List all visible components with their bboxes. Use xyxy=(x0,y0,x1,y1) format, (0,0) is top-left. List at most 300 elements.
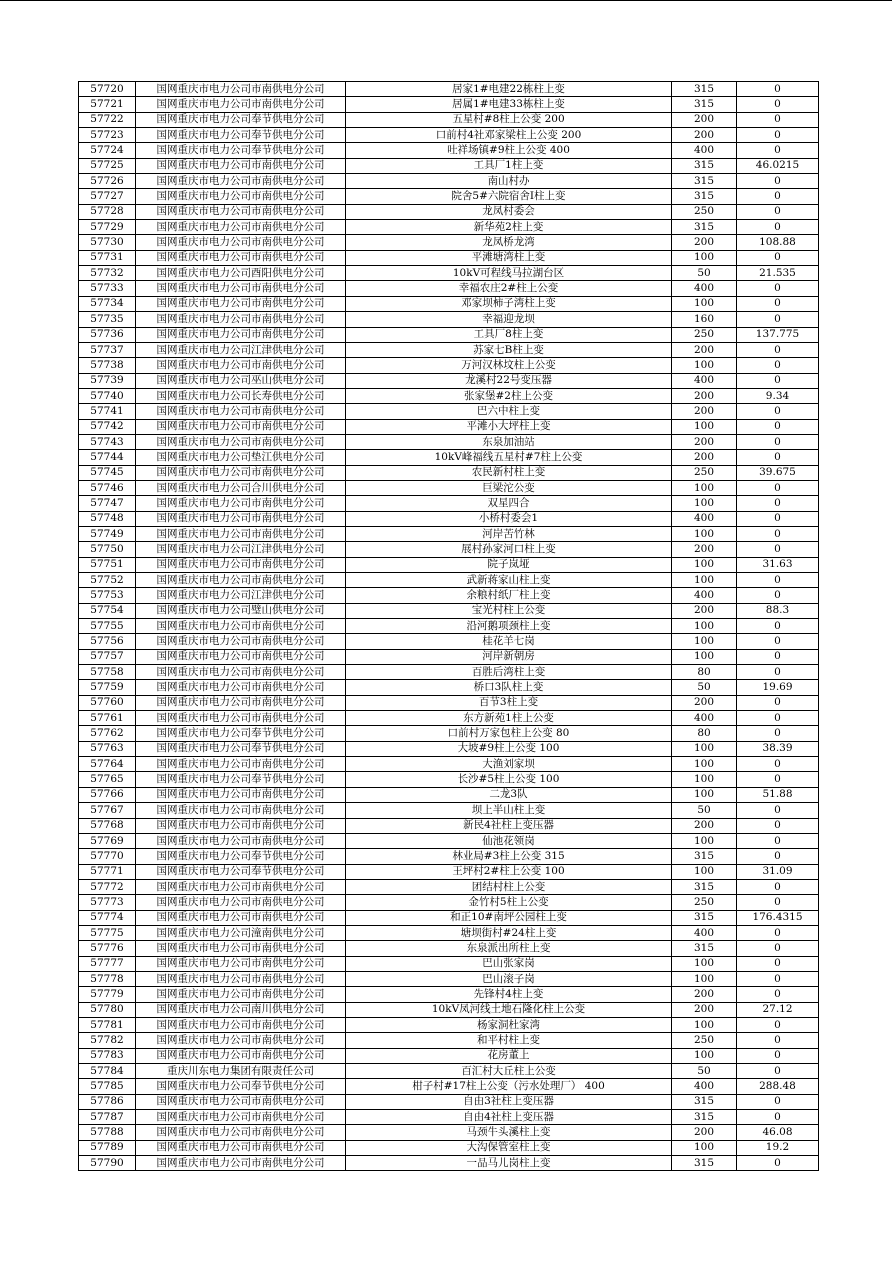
capacity-cell: 400 xyxy=(672,1079,737,1094)
row-id-cell: 57768 xyxy=(79,818,136,833)
table-row xyxy=(79,404,819,419)
capacity-cell: 100 xyxy=(672,1048,737,1063)
company-name-cell: 国网重庆市电力公司市南供电分公司 xyxy=(136,680,346,695)
capacity-cell: 50 xyxy=(672,266,737,281)
capacity-cell: 200 xyxy=(672,818,737,833)
table-row xyxy=(79,97,819,112)
company-name-cell: 国网重庆市电力公司市南供电分公司 xyxy=(136,327,346,342)
value-cell: 0 xyxy=(737,112,819,127)
row-id-cell: 57777 xyxy=(79,956,136,971)
table-row xyxy=(79,511,819,526)
transformer-name-cell: 一品马儿岗柱上变 xyxy=(346,1156,672,1171)
transformer-name-cell: 农民新村柱上变 xyxy=(346,465,672,480)
table-row xyxy=(79,787,819,802)
company-name-cell: 国网重庆市电力公司江津供电分公司 xyxy=(136,542,346,557)
row-id-cell: 57755 xyxy=(79,619,136,634)
transformer-name-cell: 林业局#3柱上公变 315 xyxy=(346,849,672,864)
capacity-cell: 315 xyxy=(672,97,737,112)
value-cell: 19.2 xyxy=(737,1140,819,1155)
table-row xyxy=(79,649,819,664)
company-name-cell: 国网重庆市电力公司市南供电分公司 xyxy=(136,296,346,311)
table-row xyxy=(79,235,819,250)
table-row xyxy=(79,741,819,756)
transformer-name-cell: 余粮村纸厂柱上变 xyxy=(346,588,672,603)
row-id-cell: 57782 xyxy=(79,1033,136,1048)
capacity-cell: 400 xyxy=(672,143,737,158)
value-cell: 176.4315 xyxy=(737,910,819,925)
table-row xyxy=(79,757,819,772)
transformer-name-cell: 万河汉林坟柱上公变 xyxy=(346,358,672,373)
capacity-cell: 200 xyxy=(672,128,737,143)
value-cell: 0 xyxy=(737,1110,819,1125)
value-cell: 0 xyxy=(737,1156,819,1171)
value-cell: 0 xyxy=(737,342,819,357)
row-id-cell: 57771 xyxy=(79,864,136,879)
value-cell: 27.12 xyxy=(737,1002,819,1017)
capacity-cell: 50 xyxy=(672,803,737,818)
value-cell: 137.775 xyxy=(737,327,819,342)
table-row xyxy=(79,833,819,848)
row-id-cell: 57726 xyxy=(79,174,136,189)
transformer-name-cell: 平滩小大坪柱上变 xyxy=(346,419,672,434)
capacity-cell: 100 xyxy=(672,757,737,772)
capacity-cell: 80 xyxy=(672,665,737,680)
company-name-cell: 国网重庆市电力公司市南供电分公司 xyxy=(136,1110,346,1125)
transformer-name-cell: 南山村办 xyxy=(346,174,672,189)
transformer-name-cell: 东方新苑1柱上公变 xyxy=(346,711,672,726)
value-cell: 0 xyxy=(737,480,819,495)
capacity-cell: 100 xyxy=(672,864,737,879)
company-name-cell: 国网重庆市电力公司市南供电分公司 xyxy=(136,1048,346,1063)
transformer-name-cell: 桂花羊七岗 xyxy=(346,634,672,649)
row-id-cell: 57765 xyxy=(79,772,136,787)
transformer-name-cell: 东泉派出所柱上变 xyxy=(346,941,672,956)
transformer-name-cell: 先锋村4柱上变 xyxy=(346,987,672,1002)
value-cell: 0 xyxy=(737,757,819,772)
value-cell: 0 xyxy=(737,711,819,726)
transformer-name-cell: 苏家七B柱上变 xyxy=(346,342,672,357)
row-id-cell: 57746 xyxy=(79,480,136,495)
row-id-cell: 57720 xyxy=(79,82,136,97)
capacity-cell: 250 xyxy=(672,465,737,480)
table-row xyxy=(79,910,819,925)
company-name-cell: 国网重庆市电力公司市南供电分公司 xyxy=(136,665,346,680)
table-row xyxy=(79,711,819,726)
value-cell: 0 xyxy=(737,649,819,664)
transformer-name-cell: 新华苑2柱上变 xyxy=(346,220,672,235)
table-row xyxy=(79,557,819,572)
row-id-cell: 57781 xyxy=(79,1017,136,1032)
transformer-name-cell: 平滩塘湾柱上变 xyxy=(346,250,672,265)
row-id-cell: 57764 xyxy=(79,757,136,772)
value-cell: 0 xyxy=(737,358,819,373)
company-name-cell: 国网重庆市电力公司市南供电分公司 xyxy=(136,619,346,634)
capacity-cell: 100 xyxy=(672,1017,737,1032)
transformer-name-cell: 五星村#8柱上公变 200 xyxy=(346,112,672,127)
company-name-cell: 国网重庆市电力公司市南供电分公司 xyxy=(136,1140,346,1155)
table-row xyxy=(79,189,819,204)
table-row xyxy=(79,1094,819,1109)
row-id-cell: 57743 xyxy=(79,434,136,449)
transformer-name-cell: 双星四合 xyxy=(346,496,672,511)
table-row xyxy=(79,956,819,971)
company-name-cell: 国网重庆市电力公司垫江供电分公司 xyxy=(136,450,346,465)
table-row xyxy=(79,665,819,680)
capacity-cell: 100 xyxy=(672,419,737,434)
capacity-cell: 315 xyxy=(672,879,737,894)
transformer-name-cell: 百汇村大丘柱上公变 xyxy=(346,1064,672,1079)
transformer-name-cell: 10kV峰福线五星村#7柱上公变 xyxy=(346,450,672,465)
value-cell: 0 xyxy=(737,250,819,265)
transformer-name-cell: 仙池花领岗 xyxy=(346,833,672,848)
capacity-cell: 50 xyxy=(672,680,737,695)
transformer-name-cell: 龙凤村委会 xyxy=(346,204,672,219)
transformer-name-cell: 巨梁沱公变 xyxy=(346,480,672,495)
table-row xyxy=(79,342,819,357)
row-id-cell: 57762 xyxy=(79,726,136,741)
transformer-name-cell: 宝光村柱上公变 xyxy=(346,603,672,618)
value-cell: 0 xyxy=(737,404,819,419)
table-row xyxy=(79,174,819,189)
company-name-cell: 国网重庆市电力公司市南供电分公司 xyxy=(136,526,346,541)
capacity-cell: 400 xyxy=(672,588,737,603)
transformer-name-cell: 10kV可程线马拉湖台区 xyxy=(346,266,672,281)
value-cell: 0 xyxy=(737,956,819,971)
transformer-table xyxy=(78,81,819,1171)
table-row xyxy=(79,112,819,127)
company-name-cell: 国网重庆市电力公司市南供电分公司 xyxy=(136,1156,346,1171)
table-row xyxy=(79,1110,819,1125)
transformer-name-cell: 王坪村2#柱上公变 100 xyxy=(346,864,672,879)
transformer-name-cell: 大渔刘家坝 xyxy=(346,757,672,772)
capacity-cell: 100 xyxy=(672,956,737,971)
value-cell: 21.535 xyxy=(737,266,819,281)
transformer-name-cell: 幸福农庄2#柱上公变 xyxy=(346,281,672,296)
capacity-cell: 400 xyxy=(672,373,737,388)
company-name-cell: 国网重庆市电力公司奉节供电分公司 xyxy=(136,1079,346,1094)
value-cell: 31.63 xyxy=(737,557,819,572)
row-id-cell: 57790 xyxy=(79,1156,136,1171)
table-row xyxy=(79,726,819,741)
capacity-cell: 315 xyxy=(672,158,737,173)
table-row xyxy=(79,1064,819,1079)
company-name-cell: 国网重庆市电力公司奉节供电分公司 xyxy=(136,112,346,127)
value-cell: 0 xyxy=(737,1064,819,1079)
company-name-cell: 国网重庆市电力公司市南供电分公司 xyxy=(136,573,346,588)
transformer-name-cell: 大坡#9柱上公变 100 xyxy=(346,741,672,756)
company-name-cell: 国网重庆市电力公司市南供电分公司 xyxy=(136,695,346,710)
company-name-cell: 国网重庆市电力公司市南供电分公司 xyxy=(136,82,346,97)
value-cell: 0 xyxy=(737,143,819,158)
table-row xyxy=(79,542,819,557)
company-name-cell: 国网重庆市电力公司市南供电分公司 xyxy=(136,97,346,112)
capacity-cell: 250 xyxy=(672,895,737,910)
company-name-cell: 国网重庆市电力公司江津供电分公司 xyxy=(136,588,346,603)
value-cell: 31.09 xyxy=(737,864,819,879)
capacity-cell: 400 xyxy=(672,711,737,726)
company-name-cell: 国网重庆市电力公司奉节供电分公司 xyxy=(136,772,346,787)
company-name-cell: 国网重庆市电力公司市南供电分公司 xyxy=(136,511,346,526)
table-row xyxy=(79,803,819,818)
transformer-name-cell: 口前村4社邓家梁柱上公变 200 xyxy=(346,128,672,143)
transformer-name-cell: 长沙#5柱上公变 100 xyxy=(346,772,672,787)
transformer-name-cell: 幸福迎龙坝 xyxy=(346,312,672,327)
table-row xyxy=(79,1017,819,1032)
company-name-cell: 国网重庆市电力公司市南供电分公司 xyxy=(136,956,346,971)
table-row xyxy=(79,450,819,465)
capacity-cell: 200 xyxy=(672,235,737,250)
company-name-cell: 国网重庆市电力公司市南供电分公司 xyxy=(136,971,346,986)
row-id-cell: 57770 xyxy=(79,849,136,864)
capacity-cell: 315 xyxy=(672,910,737,925)
company-name-cell: 国网重庆市电力公司市南供电分公司 xyxy=(136,174,346,189)
value-cell: 288.48 xyxy=(737,1079,819,1094)
capacity-cell: 250 xyxy=(672,1033,737,1048)
capacity-cell: 200 xyxy=(672,603,737,618)
capacity-cell: 400 xyxy=(672,925,737,940)
value-cell: 0 xyxy=(737,941,819,956)
company-name-cell: 国网重庆市电力公司市南供电分公司 xyxy=(136,757,346,772)
capacity-cell: 100 xyxy=(672,741,737,756)
row-id-cell: 57737 xyxy=(79,342,136,357)
company-name-cell: 国网重庆市电力公司市南供电分公司 xyxy=(136,434,346,449)
company-name-cell: 国网重庆市电力公司奉节供电分公司 xyxy=(136,143,346,158)
table-row xyxy=(79,1033,819,1048)
transformer-name-cell: 巴六中柱上变 xyxy=(346,404,672,419)
capacity-cell: 200 xyxy=(672,342,737,357)
value-cell: 0 xyxy=(737,619,819,634)
table-row xyxy=(79,849,819,864)
value-cell: 0 xyxy=(737,849,819,864)
company-name-cell: 国网重庆市电力公司市南供电分公司 xyxy=(136,312,346,327)
table-row xyxy=(79,327,819,342)
company-name-cell: 国网重庆市电力公司市南供电分公司 xyxy=(136,281,346,296)
capacity-cell: 315 xyxy=(672,220,737,235)
value-cell: 0 xyxy=(737,296,819,311)
row-id-cell: 57780 xyxy=(79,1002,136,1017)
transformer-name-cell: 龙凤桥龙湾 xyxy=(346,235,672,250)
table-row xyxy=(79,373,819,388)
company-name-cell: 国网重庆市电力公司南川供电分公司 xyxy=(136,1002,346,1017)
top-rule xyxy=(0,0,892,1)
value-cell: 88.3 xyxy=(737,603,819,618)
row-id-cell: 57753 xyxy=(79,588,136,603)
row-id-cell: 57731 xyxy=(79,250,136,265)
table-row xyxy=(79,158,819,173)
company-name-cell: 国网重庆市电力公司市南供电分公司 xyxy=(136,465,346,480)
company-name-cell: 国网重庆市电力公司合川供电分公司 xyxy=(136,480,346,495)
value-cell: 0 xyxy=(737,82,819,97)
company-name-cell: 国网重庆市电力公司巫山供电分公司 xyxy=(136,373,346,388)
company-name-cell: 国网重庆市电力公司长寿供电分公司 xyxy=(136,388,346,403)
table-row xyxy=(79,1140,819,1155)
capacity-cell: 200 xyxy=(672,1125,737,1140)
row-id-cell: 57732 xyxy=(79,266,136,281)
transformer-name-cell: 自由3社柱上变压器 xyxy=(346,1094,672,1109)
value-cell: 0 xyxy=(737,971,819,986)
capacity-cell: 315 xyxy=(672,82,737,97)
table-row xyxy=(79,925,819,940)
row-id-cell: 57730 xyxy=(79,235,136,250)
table-row xyxy=(79,465,819,480)
table-row xyxy=(79,281,819,296)
capacity-cell: 100 xyxy=(672,358,737,373)
row-id-cell: 57752 xyxy=(79,573,136,588)
transformer-name-cell: 金竹村5柱上公变 xyxy=(346,895,672,910)
capacity-cell: 315 xyxy=(672,1156,737,1171)
company-name-cell: 国网重庆市电力公司市南供电分公司 xyxy=(136,634,346,649)
capacity-cell: 250 xyxy=(672,204,737,219)
table-row xyxy=(79,941,819,956)
row-id-cell: 57786 xyxy=(79,1094,136,1109)
value-cell: 0 xyxy=(737,879,819,894)
row-id-cell: 57772 xyxy=(79,879,136,894)
company-name-cell: 国网重庆市电力公司酉阳供电分公司 xyxy=(136,266,346,281)
row-id-cell: 57741 xyxy=(79,404,136,419)
table-row xyxy=(79,634,819,649)
company-name-cell: 国网重庆市电力公司市南供电分公司 xyxy=(136,895,346,910)
company-name-cell: 重庆川东电力集团有限责任公司 xyxy=(136,1064,346,1079)
row-id-cell: 57727 xyxy=(79,189,136,204)
company-name-cell: 国网重庆市电力公司奉节供电分公司 xyxy=(136,726,346,741)
capacity-cell: 100 xyxy=(672,634,737,649)
company-name-cell: 国网重庆市电力公司市南供电分公司 xyxy=(136,189,346,204)
table-row xyxy=(79,128,819,143)
value-cell: 0 xyxy=(737,634,819,649)
capacity-cell: 100 xyxy=(672,526,737,541)
company-name-cell: 国网重庆市电力公司市南供电分公司 xyxy=(136,910,346,925)
table-row xyxy=(79,312,819,327)
transformer-name-cell: 百节3柱上变 xyxy=(346,695,672,710)
transformer-name-cell: 吐祥场镇#9柱上公变 400 xyxy=(346,143,672,158)
value-cell: 0 xyxy=(737,312,819,327)
table-row xyxy=(79,358,819,373)
value-cell: 0 xyxy=(737,373,819,388)
value-cell: 19.69 xyxy=(737,680,819,695)
table-row xyxy=(79,480,819,495)
value-cell: 39.675 xyxy=(737,465,819,480)
transformer-name-cell: 巴山滚子岗 xyxy=(346,971,672,986)
row-id-cell: 57787 xyxy=(79,1110,136,1125)
value-cell: 0 xyxy=(737,987,819,1002)
row-id-cell: 57766 xyxy=(79,787,136,802)
value-cell: 0 xyxy=(737,818,819,833)
row-id-cell: 57769 xyxy=(79,833,136,848)
value-cell: 46.0215 xyxy=(737,158,819,173)
capacity-cell: 200 xyxy=(672,434,737,449)
transformer-name-cell: 杨家洞杜家湾 xyxy=(346,1017,672,1032)
row-id-cell: 57739 xyxy=(79,373,136,388)
value-cell: 0 xyxy=(737,526,819,541)
row-id-cell: 57773 xyxy=(79,895,136,910)
company-name-cell: 国网重庆市电力公司潼南供电分公司 xyxy=(136,925,346,940)
company-name-cell: 国网重庆市电力公司市南供电分公司 xyxy=(136,220,346,235)
value-cell: 0 xyxy=(737,128,819,143)
row-id-cell: 57750 xyxy=(79,542,136,557)
value-cell: 0 xyxy=(737,450,819,465)
capacity-cell: 200 xyxy=(672,695,737,710)
value-cell: 0 xyxy=(737,588,819,603)
table-row xyxy=(79,818,819,833)
company-name-cell: 国网重庆市电力公司市南供电分公司 xyxy=(136,1094,346,1109)
row-id-cell: 57735 xyxy=(79,312,136,327)
value-cell: 0 xyxy=(737,1094,819,1109)
table-row xyxy=(79,434,819,449)
transformer-name-cell: 张家堡#2柱上公变 xyxy=(346,388,672,403)
row-id-cell: 57779 xyxy=(79,987,136,1002)
company-name-cell: 国网重庆市电力公司奉节供电分公司 xyxy=(136,741,346,756)
row-id-cell: 57742 xyxy=(79,419,136,434)
company-name-cell: 国网重庆市电力公司璧山供电分公司 xyxy=(136,603,346,618)
value-cell: 0 xyxy=(737,895,819,910)
value-cell: 51.88 xyxy=(737,787,819,802)
table-row xyxy=(79,1048,819,1063)
transformer-name-cell: 沿河鹅项颈柱上变 xyxy=(346,619,672,634)
capacity-cell: 315 xyxy=(672,941,737,956)
row-id-cell: 57754 xyxy=(79,603,136,618)
capacity-cell: 100 xyxy=(672,573,737,588)
capacity-cell: 400 xyxy=(672,281,737,296)
company-name-cell: 国网重庆市电力公司市南供电分公司 xyxy=(136,833,346,848)
row-id-cell: 57725 xyxy=(79,158,136,173)
table-row xyxy=(79,879,819,894)
capacity-cell: 200 xyxy=(672,450,737,465)
capacity-cell: 100 xyxy=(672,296,737,311)
table-row xyxy=(79,220,819,235)
transformer-name-cell: 自由4社柱上变压器 xyxy=(346,1110,672,1125)
row-id-cell: 57722 xyxy=(79,112,136,127)
row-id-cell: 57778 xyxy=(79,971,136,986)
value-cell: 0 xyxy=(737,204,819,219)
row-id-cell: 57740 xyxy=(79,388,136,403)
company-name-cell: 国网重庆市电力公司奉节供电分公司 xyxy=(136,864,346,879)
row-id-cell: 57724 xyxy=(79,143,136,158)
row-id-cell: 57767 xyxy=(79,803,136,818)
transformer-name-cell: 柑子村#17柱上公变（污水处理厂） 400 xyxy=(346,1079,672,1094)
transformer-name-cell: 大沟保管室柱上变 xyxy=(346,1140,672,1155)
row-id-cell: 57734 xyxy=(79,296,136,311)
capacity-cell: 50 xyxy=(672,1064,737,1079)
table-row xyxy=(79,695,819,710)
capacity-cell: 100 xyxy=(672,557,737,572)
table-row xyxy=(79,1125,819,1140)
row-id-cell: 57763 xyxy=(79,741,136,756)
value-cell: 0 xyxy=(737,511,819,526)
value-cell: 0 xyxy=(737,1017,819,1032)
value-cell: 9.34 xyxy=(737,388,819,403)
row-id-cell: 57745 xyxy=(79,465,136,480)
row-id-cell: 57757 xyxy=(79,649,136,664)
table-row xyxy=(79,603,819,618)
capacity-cell: 100 xyxy=(672,787,737,802)
company-name-cell: 国网重庆市电力公司市南供电分公司 xyxy=(136,235,346,250)
transformer-name-cell: 新民4社柱上变压器 xyxy=(346,818,672,833)
table-row xyxy=(79,1156,819,1171)
transformer-name-cell: 和正10#南坪公园柱上变 xyxy=(346,910,672,925)
row-id-cell: 57758 xyxy=(79,665,136,680)
row-id-cell: 57749 xyxy=(79,526,136,541)
capacity-cell: 200 xyxy=(672,1002,737,1017)
table-row xyxy=(79,388,819,403)
company-name-cell: 国网重庆市电力公司市南供电分公司 xyxy=(136,803,346,818)
transformer-name-cell: 河岸新朝房 xyxy=(346,649,672,664)
transformer-name-cell: 居属1#电建33栋柱上变 xyxy=(346,97,672,112)
value-cell: 0 xyxy=(737,925,819,940)
row-id-cell: 57761 xyxy=(79,711,136,726)
capacity-cell: 100 xyxy=(672,1140,737,1155)
transformer-name-cell: 院舍5#六院宿舍Ⅰ柱上变 xyxy=(346,189,672,204)
value-cell: 0 xyxy=(737,772,819,787)
